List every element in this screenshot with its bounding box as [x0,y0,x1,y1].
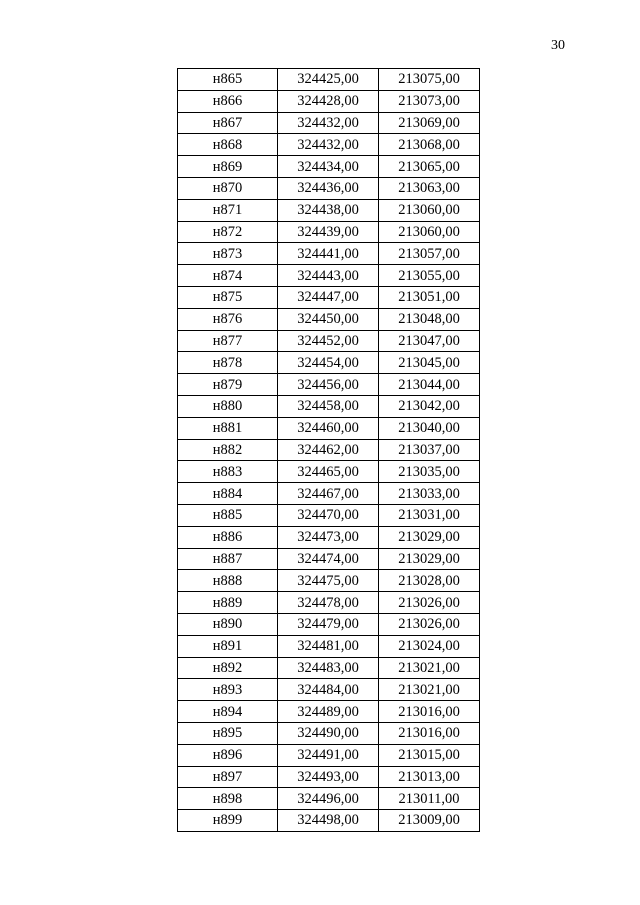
y-coordinate-cell: 213042,00 [379,395,480,417]
point-cell: н883 [178,461,278,483]
y-coordinate-cell: 213063,00 [379,177,480,199]
x-coordinate-cell: 324484,00 [278,679,379,701]
y-coordinate-cell: 213021,00 [379,679,480,701]
table-row [178,679,480,701]
x-coordinate-cell: 324479,00 [278,613,379,635]
table-row [178,461,480,483]
x-coordinate-cell: 324454,00 [278,352,379,374]
y-coordinate-cell: 213040,00 [379,417,480,439]
table-row [178,69,480,91]
table-row [178,134,480,156]
point-cell: н891 [178,635,278,657]
x-coordinate-cell: 324441,00 [278,243,379,265]
table-row [178,330,480,352]
point-cell: н877 [178,330,278,352]
x-coordinate-cell: 324498,00 [278,810,379,832]
y-coordinate-cell: 213024,00 [379,635,480,657]
table-row [178,570,480,592]
point-cell: н876 [178,308,278,330]
point-cell: н896 [178,744,278,766]
y-coordinate-cell: 213028,00 [379,570,480,592]
x-coordinate-cell: 324496,00 [278,788,379,810]
y-coordinate-cell: 213016,00 [379,701,480,723]
point-cell: н884 [178,483,278,505]
x-coordinate-cell: 324438,00 [278,199,379,221]
x-coordinate-cell: 324425,00 [278,69,379,91]
y-coordinate-cell: 213029,00 [379,548,480,570]
point-cell: н894 [178,701,278,723]
y-coordinate-cell: 213075,00 [379,69,480,91]
point-cell: н879 [178,374,278,396]
x-coordinate-cell: 324456,00 [278,374,379,396]
table-row [178,744,480,766]
y-coordinate-cell: 213047,00 [379,330,480,352]
point-cell: н888 [178,570,278,592]
point-cell: н873 [178,243,278,265]
x-coordinate-cell: 324450,00 [278,308,379,330]
x-coordinate-cell: 324470,00 [278,504,379,526]
point-cell: н869 [178,156,278,178]
x-coordinate-cell: 324475,00 [278,570,379,592]
point-cell: н870 [178,177,278,199]
y-coordinate-cell: 213026,00 [379,613,480,635]
table-row [178,635,480,657]
point-cell: н897 [178,766,278,788]
y-coordinate-cell: 213037,00 [379,439,480,461]
table-row [178,243,480,265]
y-coordinate-cell: 213057,00 [379,243,480,265]
x-coordinate-cell: 324432,00 [278,134,379,156]
table-row [178,810,480,832]
x-coordinate-cell: 324462,00 [278,439,379,461]
y-coordinate-cell: 213045,00 [379,352,480,374]
page-number: 30 [551,38,565,53]
x-coordinate-cell: 324467,00 [278,483,379,505]
x-coordinate-cell: 324458,00 [278,395,379,417]
table-row [178,156,480,178]
table-row [178,788,480,810]
table-row [178,352,480,374]
x-coordinate-cell: 324490,00 [278,722,379,744]
point-cell: н892 [178,657,278,679]
point-cell: н865 [178,69,278,91]
x-coordinate-cell: 324478,00 [278,592,379,614]
table-row [178,613,480,635]
point-cell: н887 [178,548,278,570]
x-coordinate-cell: 324452,00 [278,330,379,352]
point-cell: н893 [178,679,278,701]
table-row [178,308,480,330]
point-cell: н898 [178,788,278,810]
table-row [178,439,480,461]
point-cell: н895 [178,722,278,744]
y-coordinate-cell: 213016,00 [379,722,480,744]
x-coordinate-cell: 324434,00 [278,156,379,178]
table-row [178,504,480,526]
table-row [178,286,480,308]
point-cell: н880 [178,395,278,417]
table-row [178,592,480,614]
table-row [178,722,480,744]
point-cell: н881 [178,417,278,439]
y-coordinate-cell: 213015,00 [379,744,480,766]
table-row [178,548,480,570]
coordinates-table-body [178,69,480,832]
y-coordinate-cell: 213033,00 [379,483,480,505]
y-coordinate-cell: 213035,00 [379,461,480,483]
coordinates-table [177,68,480,832]
y-coordinate-cell: 213029,00 [379,526,480,548]
y-coordinate-cell: 213031,00 [379,504,480,526]
point-cell: н885 [178,504,278,526]
point-cell: н882 [178,439,278,461]
y-coordinate-cell: 213011,00 [379,788,480,810]
point-cell: н890 [178,613,278,635]
x-coordinate-cell: 324493,00 [278,766,379,788]
y-coordinate-cell: 213060,00 [379,199,480,221]
y-coordinate-cell: 213069,00 [379,112,480,134]
y-coordinate-cell: 213055,00 [379,265,480,287]
table-row [178,90,480,112]
x-coordinate-cell: 324465,00 [278,461,379,483]
table-row [178,265,480,287]
table-row [178,766,480,788]
x-coordinate-cell: 324447,00 [278,286,379,308]
table-row [178,701,480,723]
x-coordinate-cell: 324489,00 [278,701,379,723]
y-coordinate-cell: 213044,00 [379,374,480,396]
y-coordinate-cell: 213026,00 [379,592,480,614]
point-cell: н875 [178,286,278,308]
table-row [178,526,480,548]
table-row [178,221,480,243]
x-coordinate-cell: 324443,00 [278,265,379,287]
x-coordinate-cell: 324473,00 [278,526,379,548]
y-coordinate-cell: 213009,00 [379,810,480,832]
y-coordinate-cell: 213048,00 [379,308,480,330]
x-coordinate-cell: 324474,00 [278,548,379,570]
table-row [178,199,480,221]
point-cell: н899 [178,810,278,832]
y-coordinate-cell: 213051,00 [379,286,480,308]
x-coordinate-cell: 324460,00 [278,417,379,439]
point-cell: н886 [178,526,278,548]
x-coordinate-cell: 324481,00 [278,635,379,657]
x-coordinate-cell: 324436,00 [278,177,379,199]
y-coordinate-cell: 213065,00 [379,156,480,178]
table-row [178,112,480,134]
y-coordinate-cell: 213060,00 [379,221,480,243]
table-row [178,417,480,439]
point-cell: н874 [178,265,278,287]
table-row [178,657,480,679]
point-cell: н878 [178,352,278,374]
x-coordinate-cell: 324483,00 [278,657,379,679]
table-row [178,483,480,505]
y-coordinate-cell: 213073,00 [379,90,480,112]
point-cell: н872 [178,221,278,243]
point-cell: н868 [178,134,278,156]
table-row [178,374,480,396]
y-coordinate-cell: 213013,00 [379,766,480,788]
x-coordinate-cell: 324428,00 [278,90,379,112]
point-cell: н889 [178,592,278,614]
point-cell: н866 [178,90,278,112]
table-row [178,395,480,417]
x-coordinate-cell: 324491,00 [278,744,379,766]
point-cell: н871 [178,199,278,221]
x-coordinate-cell: 324432,00 [278,112,379,134]
y-coordinate-cell: 213021,00 [379,657,480,679]
table-row [178,177,480,199]
point-cell: н867 [178,112,278,134]
y-coordinate-cell: 213068,00 [379,134,480,156]
x-coordinate-cell: 324439,00 [278,221,379,243]
